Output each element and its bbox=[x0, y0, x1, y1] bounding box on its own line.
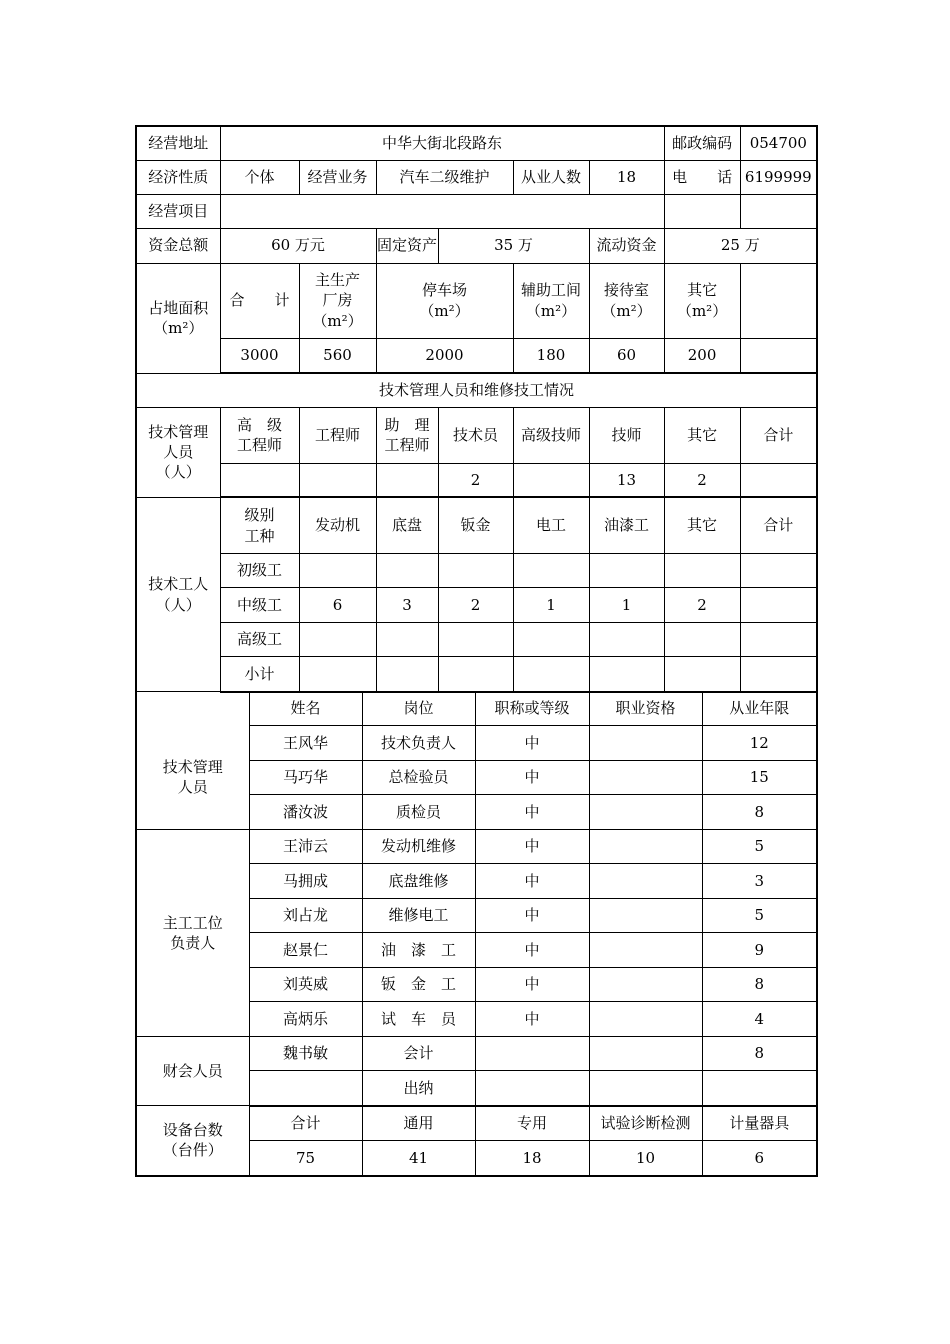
project-extra-cell bbox=[664, 194, 740, 228]
area-header-line: （m²） bbox=[419, 301, 470, 320]
enterprise-info-table bbox=[135, 125, 818, 498]
postcode-value: 054700 bbox=[740, 126, 817, 160]
person-grade bbox=[475, 1071, 589, 1106]
area-header-line: 辅助工间 bbox=[520, 281, 581, 300]
tech-mgmt-label bbox=[136, 407, 220, 497]
level-trade-corner bbox=[220, 498, 299, 554]
personnel-table bbox=[135, 691, 818, 1177]
person-name: 赵景仁 bbox=[249, 933, 362, 968]
person-qualification bbox=[589, 968, 702, 1002]
group-label-line: 人员 bbox=[177, 778, 208, 797]
equipment-value: 41 bbox=[362, 1141, 475, 1176]
group-label bbox=[136, 830, 249, 1037]
project-value bbox=[220, 194, 664, 228]
tech-mgmt-value bbox=[513, 463, 589, 497]
area-value: 180 bbox=[513, 338, 589, 373]
person-name: 马巧华 bbox=[249, 761, 362, 795]
person-years: 12 bbox=[702, 726, 817, 761]
worker-count: 3 bbox=[376, 588, 438, 623]
personnel-header: 职称或等级 bbox=[475, 692, 589, 726]
corner-bottom: 工种 bbox=[244, 526, 275, 545]
person-post: 总检验员 bbox=[362, 761, 475, 795]
area-header bbox=[589, 263, 664, 338]
equipment-value: 75 bbox=[249, 1141, 362, 1176]
person-name: 马拥成 bbox=[249, 864, 362, 899]
area-value: 200 bbox=[664, 338, 740, 373]
tech-mgmt-header: 高级技师 bbox=[513, 407, 589, 463]
trade-header: 电工 bbox=[513, 498, 589, 554]
trade-header: 油漆工 bbox=[589, 498, 664, 554]
person-post: 试 车 员 bbox=[362, 1002, 475, 1037]
person-grade: 中 bbox=[475, 933, 589, 968]
tech-mgmt-header bbox=[220, 407, 299, 463]
person-name: 刘占龙 bbox=[249, 899, 362, 933]
business-label: 经营业务 bbox=[299, 160, 376, 194]
equipment-header: 试验诊断检测 bbox=[589, 1106, 702, 1141]
personnel-corner bbox=[136, 692, 249, 726]
tech-mgmt-label-line: 技术管理 bbox=[148, 422, 209, 441]
area-header-line: 厂房 bbox=[322, 291, 353, 310]
level-label: 小计 bbox=[220, 657, 299, 692]
tech-workers-label-line: 技术工人 bbox=[148, 575, 209, 594]
nature-value: 个体 bbox=[220, 160, 299, 194]
worker-count bbox=[664, 657, 740, 692]
tech-mgmt-header bbox=[376, 407, 438, 463]
trade-header: 底盘 bbox=[376, 498, 438, 554]
person-years: 8 bbox=[702, 968, 817, 1002]
person-grade: 中 bbox=[475, 1002, 589, 1037]
address-value: 中华大街北段路东 bbox=[220, 126, 664, 160]
worker-count bbox=[740, 588, 817, 623]
staff-value: 18 bbox=[589, 160, 664, 194]
group-label bbox=[136, 1037, 249, 1106]
area-label-unit: （m²） bbox=[153, 319, 204, 337]
worker-count bbox=[299, 657, 376, 692]
person-post: 维修电工 bbox=[362, 899, 475, 933]
group-label bbox=[136, 726, 249, 830]
person-name: 高炳乐 bbox=[249, 1002, 362, 1037]
person-years: 3 bbox=[702, 864, 817, 899]
project-label: 经营项目 bbox=[136, 194, 220, 228]
section-title: 技术管理人员和维修技工情况 bbox=[136, 373, 817, 407]
person-name bbox=[249, 1071, 362, 1106]
project-extra-cell bbox=[740, 194, 817, 228]
worker-count bbox=[376, 554, 438, 588]
tech-mgmt-value: 2 bbox=[664, 463, 740, 497]
worker-count bbox=[376, 623, 438, 657]
business-value: 汽车二级维护 bbox=[376, 160, 513, 194]
person-qualification bbox=[589, 864, 702, 899]
area-header-line: 停车场 bbox=[421, 281, 467, 300]
worker-count: 2 bbox=[664, 588, 740, 623]
tech-mgmt-label-line: 人员 bbox=[163, 442, 194, 461]
worker-count: 1 bbox=[513, 588, 589, 623]
worker-count bbox=[438, 623, 513, 657]
person-grade: 中 bbox=[475, 899, 589, 933]
worker-count bbox=[664, 623, 740, 657]
address-label: 经营地址 bbox=[136, 126, 220, 160]
person-qualification bbox=[589, 1037, 702, 1071]
tech-mgmt-header: 合计 bbox=[740, 407, 817, 463]
fixed-assets-value: 35 万 bbox=[438, 228, 589, 263]
person-grade: 中 bbox=[475, 726, 589, 761]
person-qualification bbox=[589, 830, 702, 864]
worker-count: 1 bbox=[589, 588, 664, 623]
fixed-assets-label: 固定资产 bbox=[376, 228, 438, 263]
worker-count bbox=[664, 554, 740, 588]
group-label-line: 技术管理 bbox=[162, 758, 223, 776]
personnel-header: 岗位 bbox=[362, 692, 475, 726]
person-name: 刘英威 bbox=[249, 968, 362, 1002]
tech-mgmt-value bbox=[740, 463, 817, 497]
person-post: 出纳 bbox=[362, 1071, 475, 1106]
area-header-line: 合 计 bbox=[229, 291, 290, 310]
area-value: 560 bbox=[299, 338, 376, 373]
person-years: 8 bbox=[702, 1037, 817, 1071]
worker-count bbox=[589, 657, 664, 692]
area-header bbox=[376, 263, 513, 338]
tech-mgmt-value: 2 bbox=[438, 463, 513, 497]
tech-mgmt-value bbox=[376, 463, 438, 497]
worker-count bbox=[513, 657, 589, 692]
person-qualification bbox=[589, 795, 702, 830]
person-post: 技术负责人 bbox=[362, 726, 475, 761]
person-post: 底盘维修 bbox=[362, 864, 475, 899]
person-qualification bbox=[589, 726, 702, 761]
current-assets-label: 流动资金 bbox=[589, 228, 664, 263]
level-label: 高级工 bbox=[220, 623, 299, 657]
equipment-value: 10 bbox=[589, 1141, 702, 1176]
worker-count bbox=[438, 554, 513, 588]
area-header bbox=[220, 263, 299, 338]
person-grade: 中 bbox=[475, 864, 589, 899]
phone-label: 电 话 bbox=[664, 160, 740, 194]
header-line: 高 级 bbox=[236, 415, 282, 434]
equipment-header: 专用 bbox=[475, 1106, 589, 1141]
equipment-label bbox=[136, 1106, 249, 1176]
area-header bbox=[299, 263, 376, 338]
person-post: 钣 金 工 bbox=[362, 968, 475, 1002]
phone-value: 6199999 bbox=[740, 160, 817, 194]
header-line: 工程师 bbox=[236, 436, 282, 454]
area-label bbox=[136, 263, 220, 373]
area-header-line: 主生产 bbox=[314, 271, 360, 290]
trade-header: 发动机 bbox=[299, 498, 376, 554]
person-qualification bbox=[589, 761, 702, 795]
area-header bbox=[513, 263, 589, 338]
person-grade: 中 bbox=[475, 761, 589, 795]
equipment-label-line: 设备台数 bbox=[162, 1121, 223, 1139]
person-qualification bbox=[589, 1002, 702, 1037]
person-name: 王沛云 bbox=[249, 830, 362, 864]
nature-label: 经济性质 bbox=[136, 160, 220, 194]
person-years: 4 bbox=[702, 1002, 817, 1037]
worker-count bbox=[299, 554, 376, 588]
tech-mgmt-header: 技师 bbox=[589, 407, 664, 463]
level-label: 中级工 bbox=[220, 588, 299, 623]
area-value: 60 bbox=[589, 338, 664, 373]
header-line: 工程师 bbox=[384, 436, 430, 454]
area-value-empty bbox=[740, 338, 817, 373]
area-label-line: 占地面积 bbox=[148, 298, 209, 317]
area-header bbox=[664, 263, 740, 338]
equipment-header: 计量器具 bbox=[702, 1106, 817, 1141]
tech-mgmt-label-line: （人） bbox=[155, 463, 201, 482]
current-assets-value: 25 万 bbox=[664, 228, 817, 263]
worker-count bbox=[513, 623, 589, 657]
area-header-empty bbox=[740, 263, 817, 338]
person-qualification bbox=[589, 933, 702, 968]
worker-count bbox=[589, 623, 664, 657]
person-years: 5 bbox=[702, 830, 817, 864]
area-header-line: （m²） bbox=[312, 311, 363, 330]
person-grade: 中 bbox=[475, 795, 589, 830]
tech-mgmt-value bbox=[220, 463, 299, 497]
group-label-line: 负责人 bbox=[170, 934, 216, 952]
worker-count bbox=[438, 657, 513, 692]
person-years: 15 bbox=[702, 761, 817, 795]
person-post: 油 漆 工 bbox=[362, 933, 475, 968]
worker-count: 2 bbox=[438, 588, 513, 623]
worker-count bbox=[299, 623, 376, 657]
personnel-header: 姓名 bbox=[249, 692, 362, 726]
equipment-label-line: （台件） bbox=[162, 1141, 223, 1160]
worker-count bbox=[740, 554, 817, 588]
person-years: 9 bbox=[702, 933, 817, 968]
tech-mgmt-value: 13 bbox=[589, 463, 664, 497]
area-value: 3000 bbox=[220, 338, 299, 373]
person-years: 8 bbox=[702, 795, 817, 830]
person-name: 王风华 bbox=[249, 726, 362, 761]
postcode-label: 邮政编码 bbox=[664, 126, 740, 160]
corner-top: 级别 bbox=[244, 506, 275, 525]
trade-header: 合计 bbox=[740, 498, 817, 554]
worker-count bbox=[589, 554, 664, 588]
person-name: 潘汝波 bbox=[249, 795, 362, 830]
person-years bbox=[702, 1071, 817, 1106]
person-name: 魏书敏 bbox=[249, 1037, 362, 1071]
header-line: 助 理 bbox=[384, 415, 430, 434]
person-grade bbox=[475, 1037, 589, 1071]
worker-count bbox=[740, 623, 817, 657]
area-header-line: （m²） bbox=[601, 301, 652, 320]
tech-mgmt-header: 技术员 bbox=[438, 407, 513, 463]
tech-mgmt-header: 其它 bbox=[664, 407, 740, 463]
area-value: 2000 bbox=[376, 338, 513, 373]
equipment-value: 6 bbox=[702, 1141, 817, 1176]
group-label-line: 财会人员 bbox=[162, 1061, 223, 1080]
person-years: 5 bbox=[702, 899, 817, 933]
person-qualification bbox=[589, 899, 702, 933]
tech-mgmt-value bbox=[299, 463, 376, 497]
equipment-header: 通用 bbox=[362, 1106, 475, 1141]
trade-header: 其它 bbox=[664, 498, 740, 554]
equipment-header: 合计 bbox=[249, 1106, 362, 1141]
staff-label: 从业人数 bbox=[513, 160, 589, 194]
capital-value: 60 万元 bbox=[220, 228, 376, 263]
personnel-header: 从业年限 bbox=[702, 692, 817, 726]
tech-workers-label bbox=[136, 498, 220, 692]
area-header-line: 其它 bbox=[687, 281, 718, 300]
tech-mgmt-header: 工程师 bbox=[299, 407, 376, 463]
worker-count bbox=[376, 657, 438, 692]
personnel-header: 职业资格 bbox=[589, 692, 702, 726]
person-grade: 中 bbox=[475, 968, 589, 1002]
tech-workers-table bbox=[135, 497, 818, 693]
worker-count bbox=[740, 657, 817, 692]
person-qualification bbox=[589, 1071, 702, 1106]
worker-count: 6 bbox=[299, 588, 376, 623]
person-post: 质检员 bbox=[362, 795, 475, 830]
person-post: 会计 bbox=[362, 1037, 475, 1071]
tech-workers-label-line: （人） bbox=[155, 595, 201, 614]
person-grade: 中 bbox=[475, 830, 589, 864]
capital-label: 资金总额 bbox=[136, 228, 220, 263]
group-label-line: 主工工位 bbox=[162, 913, 223, 932]
area-header-line: （m²） bbox=[525, 301, 577, 320]
trade-header: 钣金 bbox=[438, 498, 513, 554]
area-header-line: 接待室 bbox=[604, 281, 650, 300]
person-post: 发动机维修 bbox=[362, 830, 475, 864]
level-label: 初级工 bbox=[220, 554, 299, 588]
worker-count bbox=[513, 554, 589, 588]
area-header-line: （m²） bbox=[676, 301, 728, 320]
equipment-value: 18 bbox=[475, 1141, 589, 1176]
